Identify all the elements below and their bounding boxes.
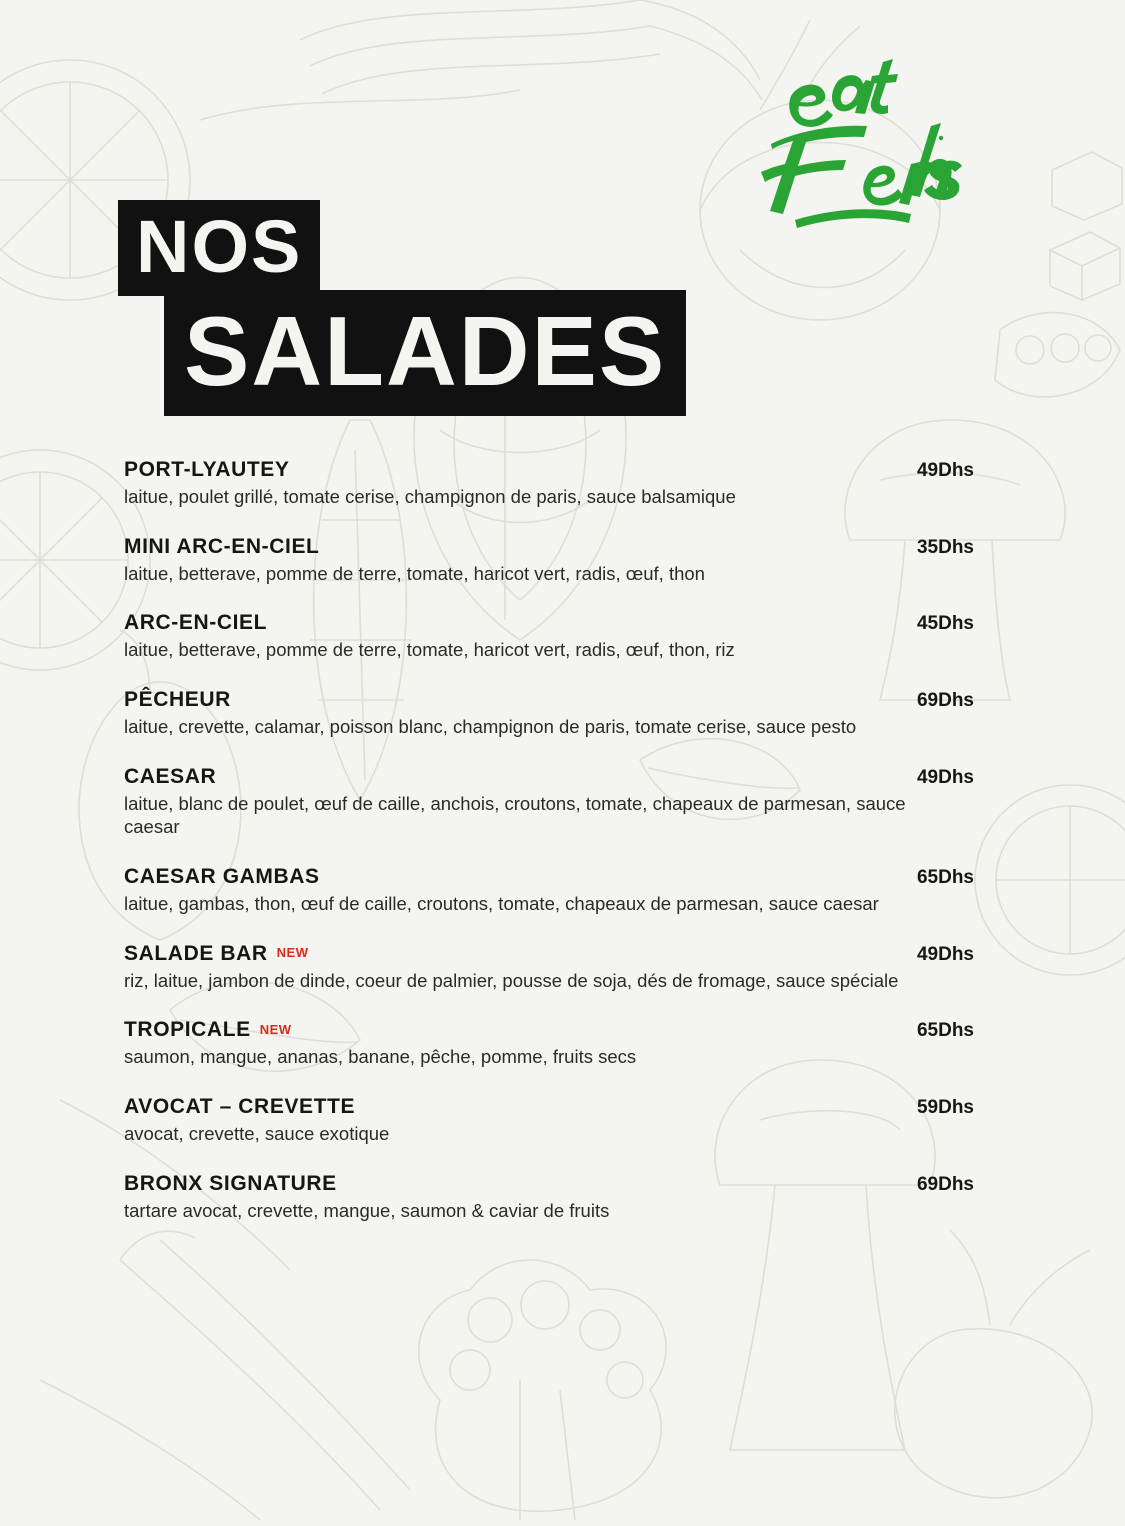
new-badge: NEW bbox=[259, 1021, 292, 1037]
item-price: 69Dhs bbox=[916, 690, 974, 712]
item-description: laitue, blanc de poulet, œuf de caille, anchois, croutons, tomate, chapeaux de parmesan, sauce caesar bbox=[124, 792, 906, 838]
menu-item bbox=[124, 688, 974, 739]
item-price: 69Dhs bbox=[916, 1173, 974, 1195]
item-name: CAESAR GAMBAS bbox=[124, 865, 320, 889]
item-name: MINI ARC-EN-CIEL bbox=[124, 534, 320, 558]
item-name: AVOCAT – CREVETTE bbox=[124, 1095, 356, 1119]
item-price: 49Dhs bbox=[916, 766, 974, 788]
item-description: laitue, poulet grillé, tomate cerise, champignon de paris, sauce balsamique bbox=[124, 486, 736, 507]
item-description: laitue, betterave, pomme de terre, tomate, haricot vert, radis, œuf, thon bbox=[124, 562, 705, 584]
item-description: laitue, betterave, pomme de terre, tomate, haricot vert, radis, œuf, thon, riz bbox=[124, 639, 735, 661]
title-line-nos: NOS bbox=[118, 200, 320, 296]
item-price: 49Dhs bbox=[916, 460, 974, 481]
item-description: saumon, mangue, ananas, banane, pêche, pomme, fruits secs bbox=[124, 1046, 637, 1068]
item-price: 65Dhs bbox=[916, 867, 974, 889]
item-name: PORT-LYAUTEY bbox=[124, 458, 290, 481]
item-description: laitue, crevette, calamar, poisson blanc, champignon de paris, tomate cerise, sauce pesto bbox=[124, 716, 857, 738]
item-name: SALADE BAR bbox=[124, 941, 268, 965]
item-name: TROPICALE bbox=[124, 1018, 251, 1042]
menu-item bbox=[124, 611, 974, 662]
item-price: 59Dhs bbox=[916, 1097, 974, 1119]
item-name: BRONX SIGNATURE bbox=[124, 1171, 337, 1195]
item-name: ARC-EN-CIEL bbox=[124, 611, 268, 635]
item-description: riz, laitue, jambon de dinde, coeur de palmier, pousse de soja, dés de fromage, sauce spéciale bbox=[124, 969, 899, 991]
salads-menu-list bbox=[124, 458, 974, 1248]
menu-item bbox=[124, 865, 974, 916]
menu-item bbox=[124, 535, 974, 586]
menu-item bbox=[124, 1018, 974, 1069]
item-description: laitue, gambas, thon, œuf de caille, croutons, tomate, chapeaux de parmesan, sauce caesar bbox=[124, 893, 879, 915]
eat-fresh-logo bbox=[735, 52, 975, 242]
page-title bbox=[118, 200, 686, 416]
menu-item bbox=[124, 1172, 974, 1223]
menu-item bbox=[124, 942, 974, 993]
item-price: 35Dhs bbox=[916, 536, 974, 558]
menu-item bbox=[124, 1095, 974, 1146]
item-price: 65Dhs bbox=[916, 1020, 974, 1042]
item-name: PÊCHEUR bbox=[124, 688, 231, 712]
new-badge: NEW bbox=[276, 945, 309, 961]
menu-item bbox=[124, 765, 974, 839]
menu-item bbox=[124, 458, 974, 509]
item-price: 49Dhs bbox=[916, 943, 974, 965]
item-price: 45Dhs bbox=[916, 613, 974, 635]
item-description: tartare avocat, crevette, mangue, saumon & caviar de fruits bbox=[124, 1199, 610, 1221]
item-description: avocat, crevette, sauce exotique bbox=[124, 1123, 390, 1145]
title-line-salades: SALADES bbox=[164, 290, 686, 416]
item-name: CAESAR bbox=[124, 764, 217, 788]
